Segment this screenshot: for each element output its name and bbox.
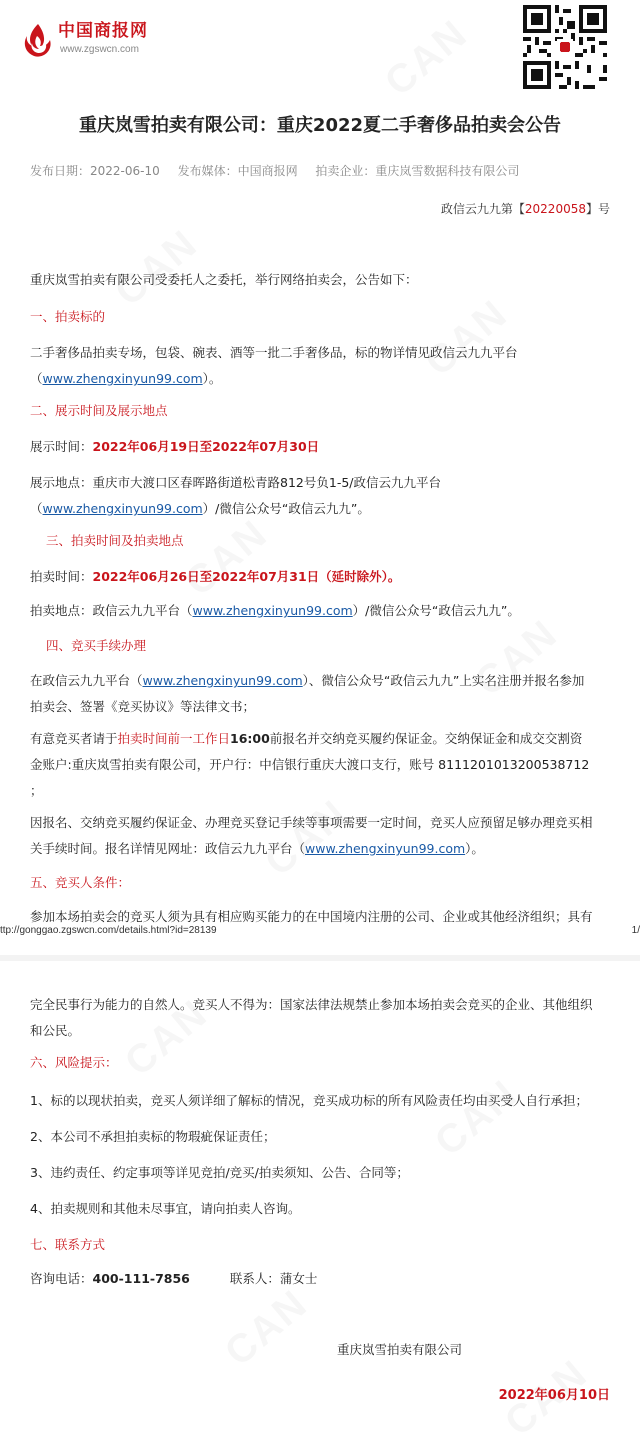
auction-place: 拍卖地点：政信云九九平台（www.zhengxinyun99.com）/微信公众号“政信云九九”。 [30,603,520,618]
publish-date: 发布日期：2022-06-10 [30,164,160,178]
risk-item: 4、拍卖规则和其他未尽事宜，请向拍卖人咨询。 [30,1201,301,1216]
platform-link[interactable]: www.zhengxinyun99.com [42,371,203,386]
document-number: 政信云九九第【20220058】号 [440,202,610,216]
platform-link[interactable]: www.zhengxinyun99.com [42,501,203,516]
signature-company: 重庆岚雪拍卖有限公司 [337,1342,463,1357]
intro-paragraph: 重庆岚雪拍卖有限公司受委托人之委托，举行网络拍卖会，公告如下： [30,272,418,287]
section-heading-2: 二、展示时间及展示地点 [30,403,168,418]
risk-item: 1、标的以现状拍卖，竞买人须详细了解标的情况，竞买成功标的所有风险责任均由买受人自行承担； [30,1093,588,1108]
display-time: 展示时间：2022年06月19日至2022年07月30日 [30,439,320,454]
qr-code-icon[interactable] [523,5,607,89]
site-logo[interactable] [22,20,182,64]
section-heading-1: 一、拍卖标的 [30,309,106,324]
auction-time: 拍卖时间：2022年06月26日至2022年07月31日（延时除外）。 [30,569,401,584]
logo-url: www.zgswcn.com [60,44,139,55]
logo-text: 中国商报网 [58,21,148,41]
registration-paragraph: 在政信云九九平台（www.zhengxinyun99.com）、微信公众号“政信云九九”上实名注册并报名参加 拍卖会、签署《竞买协议》等法律文书； [30,673,585,714]
auction-company: 拍卖企业：重庆岚雪数据科技有限公司 [315,164,520,178]
page-divider [0,955,640,961]
deposit-paragraph: 有意竞买者请于拍卖时间前一工作日16:00前报名并交纳竞买履约保证金。交纳保证金和成交交割资 金账户:重庆岚雪拍卖有限公司，开户行：中信银行重庆大渡口支行，账号 8111201013200538712 ； [30,731,590,798]
page-2 [0,965,640,1454]
page-footer-number: 1/ [631,925,640,936]
section-heading-3: 三、拍卖时间及拍卖地点 [46,533,184,548]
section-1-text: 二手奢侈品拍卖专场，包袋、碗表、酒等一批二手奢侈品，标的物详情见政信云九九平台 （www.zhengxinyun99.com）。 [30,345,518,386]
meta-info [30,160,533,182]
bidder-conditions-continued: 完全民事行为能力的自然人。竞买人不得为：国家法律法规禁止参加本场拍卖会竞买的企业、其他组织 和公民。 [30,997,593,1038]
display-place: 展示地点：重庆市大渡口区春晖路街道松青路812号负1-5/政信云九九平台 （www.zhengxinyun99.com）/微信公众号“政信云九九”。 [30,475,442,516]
risk-item: 2、本公司不承担拍卖标的物瑕疵保证责任； [30,1129,276,1144]
page-title: 重庆岚雪拍卖有限公司：重庆2022夏二手奢侈品拍卖会公告 [78,115,562,136]
section-heading-4: 四、竞买手续办理 [46,638,147,653]
logo-flame-icon [22,22,54,58]
platform-link[interactable]: www.zhengxinyun99.com [305,841,466,856]
section-heading-7: 七、联系方式 [30,1237,106,1252]
contact-line: 咨询电话：400-111-7856 联系人：蒲女士 [30,1271,318,1286]
platform-link[interactable]: www.zhengxinyun99.com [192,603,353,618]
document-number-value: 20220058 [524,202,586,216]
bidder-conditions-line-1: 参加本场拍卖会的竞买人须为具有相应购买能力的在中国境内注册的公司、企业或其他经济组织；具有 [30,909,593,924]
risk-item: 3、违约责任、约定事项等详见竞拍/竞买/拍卖须知、公告、合同等； [30,1165,409,1180]
platform-link[interactable]: www.zhengxinyun99.com [142,673,303,688]
signature-date: 2022年06月10日 [498,1388,610,1403]
contact-phone: 400-111-7856 [92,1271,190,1286]
time-notice-paragraph: 因报名、交纳竞买履约保证金、办理竞买登记手续等事项需要一定时间，竞买人应预留足够办理竞买相 关手续时间。报名详情见网址：政信云九九平台（www.zhengxinyun99.com）。 [30,815,593,856]
section-heading-6: 六、风险提示： [30,1055,118,1070]
contact-person: 联系人：蒲女士 [229,1271,318,1286]
section-heading-5: 五、竞买人条件： [30,875,131,890]
publish-media: 发布媒体：中国商报网 [177,164,298,178]
page-footer-url: ttp://gonggao.zgswcn.com/details.html?id=28139 [0,925,217,936]
